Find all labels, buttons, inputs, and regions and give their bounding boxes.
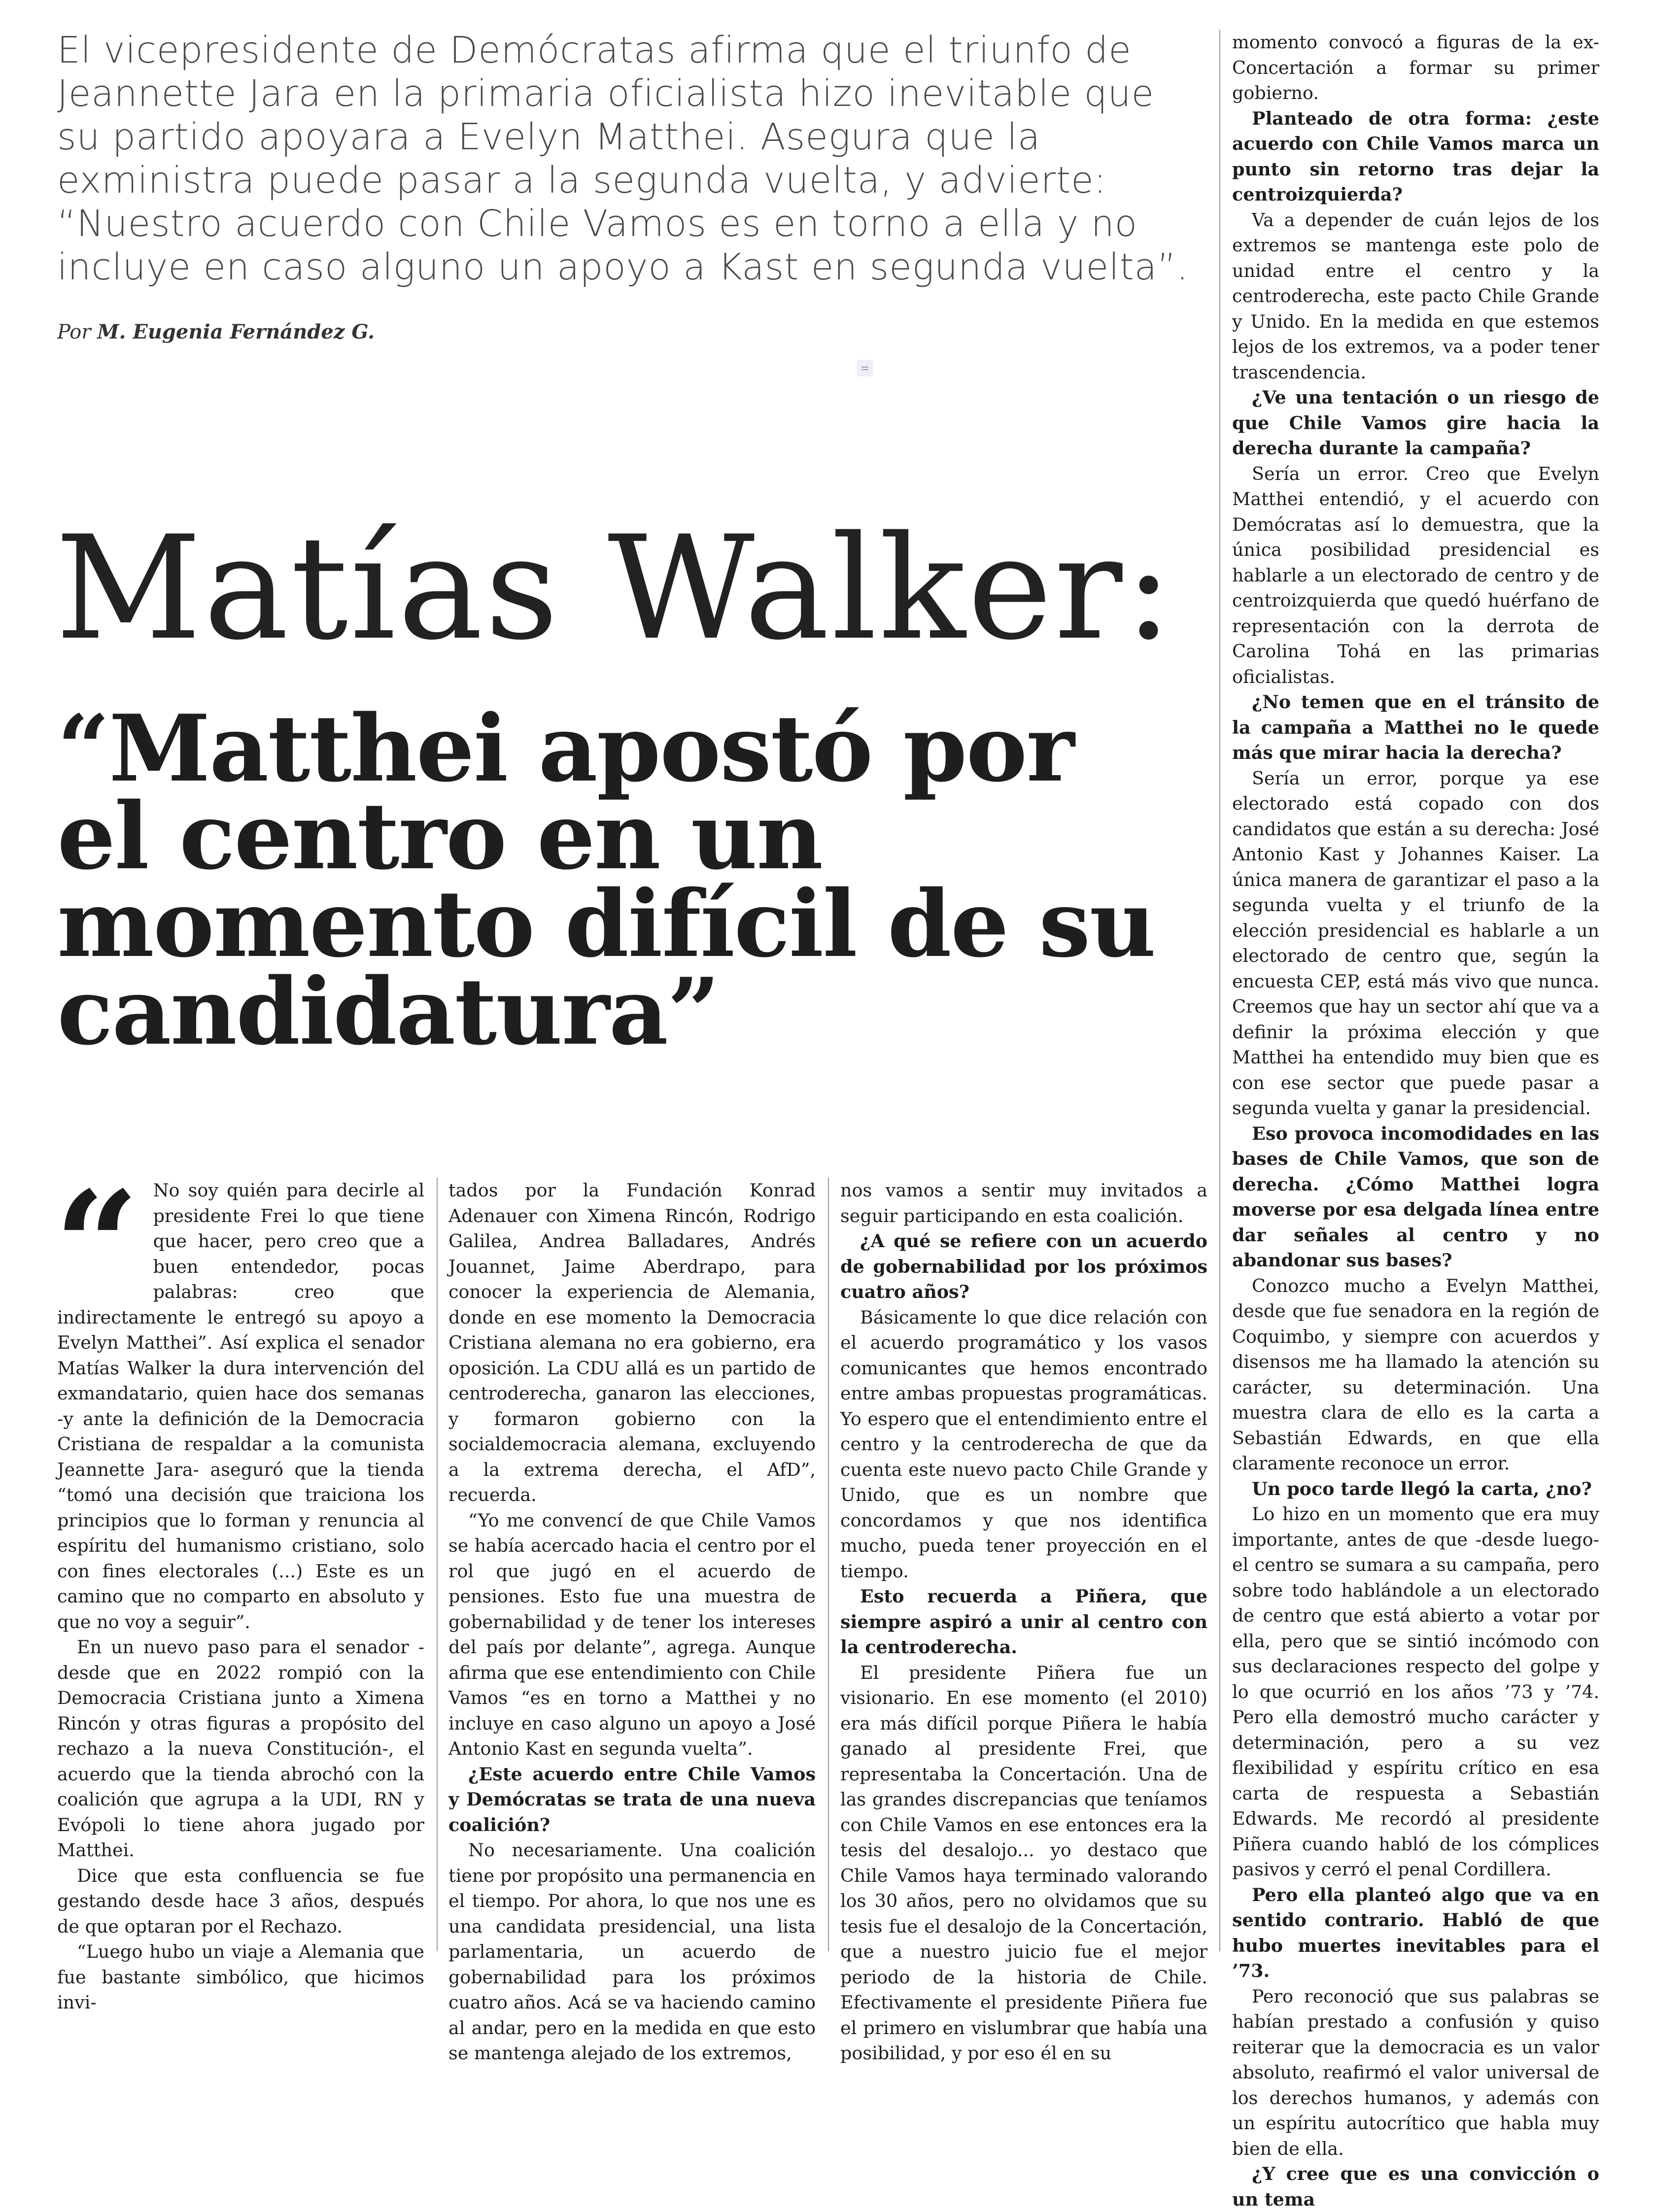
paragraph: Básicamente lo que dice relación con el acuerdo programático y los vasos comunicantes que hemos encontrado entre ambas propuestas programáticas. Yo espero que el entendimiento entre el centro y la centroderecha de que da cuenta este nuevo pacto Chile Grande y Unido, que es un nombre que concordamos y que nos identifica mucho, pueda tener proyección en el tiempo. xyxy=(840,1306,1207,1582)
byline-author: M. Eugenia Fernández G. xyxy=(97,320,375,343)
paragraph: No necesariamente. Una coalición tiene por propósito una permanencia en el tiempo. Por ahora, lo que nos une es una candidata presidencial, una lista parlamentaria, un acuerdo de gobernabilidad para los próximos cuatro años. Acá se va haciendo camino al andar, pero en la medida en que esto se mantenga alejado de los extremos, xyxy=(448,1839,816,2064)
paragraph: “Luego hubo un viaje a Alemania que fue bastante simbólico, que hicimos invi- xyxy=(57,1941,424,2013)
article-column-2 xyxy=(448,1178,816,2064)
paragraph: Sería un error, porque ya ese electorado está copado con dos candidatos que están a su derecha: José Antonio Kast y Johannes Kaiser. La única manera de garantizar el paso a la segunda vuelta y el triunfo de la elección presidencial es hablarle a un electorado de centro que, según la encuesta CEP, está más vivo que nunca. Creemos que hay un sector ahí que va a definir la próxima elección y que Matthei ha entendido muy bien que es con ese sector que puede pasar a segunda vuelta y ganar la presidencial. xyxy=(1232,767,1599,1119)
interview-question: ¿Ve una tentación o un riesgo de que Chile Vamos gire hacia la derecha durante la campaña? xyxy=(1232,387,1599,459)
paragraph: “Yo me convencí de que Chile Vamos se había acercado hacia el centro por el rol que jugó en el acuerdo de pensiones. Esto fue una muestra de gobernabilidad y de tener los intereses del país por delante”, agrega. Aunque afirma que ese entendimiento con Chile Vamos “es en torno a Matthei y no incluye en caso alguno un apoyo a José Antonio Kast en segunda vuelta”. xyxy=(448,1509,816,1759)
paragraph: Pero reconoció que sus palabras se habían prestado a confusión y quiso reiterar que la democracia es un valor absoluto, reafirmó el valor universal de los derechos humanos, y además con un espíritu autocrítico que habla muy bien de ella. xyxy=(1232,1985,1599,2159)
headline-quote: “Matthei apostó por el centro en un momento difícil de su candidatura” xyxy=(57,694,1155,1065)
paragraph: Lo hizo en un momento que era muy importante, antes de que -desde luego- el centro se sumara a su campaña, pero sobre todo hablándole a un electorado de centro que está abierto a votar por ella, pero que se sintió incómodo con sus declaraciones respecto del golpe y lo que ocurrió en los años ’73 y ’74. Pero ella demostró mucho carácter y determinación, pero a su vez flexibilidad y espíritu crítico en esa carta de respuesta a Sebastián Edwards. Me recordó al presidente Piñera cuando habló de los cómplices pasivos y cerró el penal Cordillera. xyxy=(1232,1503,1599,1880)
paragraph: Sería un error. Creo que Evelyn Matthei entendió, y el acuerdo con Demócratas así lo demuestra, que la única posibilidad presidencial es hablarle a un electorado de centro y de centroizquierda que quedó huérfano de representación con la derrota de Carolina Tohá en las primarias oficialistas. xyxy=(1232,463,1599,687)
paragraph: Dice que esta confluencia se fue gestando desde hace 3 años, después de que optaran por el Rechazo. xyxy=(57,1865,424,1937)
interview-question: Planteado de otra forma: ¿este acuerdo con Chile Vamos marca un punto sin retorno tras dejar la centroizquierda? xyxy=(1232,107,1599,205)
interview-question: Esto recuerda a Piñera, que siempre aspiró a unir al centro con la centroderecha. xyxy=(840,1586,1207,1658)
note-icon[interactable] xyxy=(857,360,873,376)
article-column-4 xyxy=(1232,30,1599,2210)
paragraph: No soy quién para decirle al presidente Frei lo que tiene que hacer, pero creo que a buen entendedor, pocas palabras: creo que indirectamente le entregó su apoyo a Evelyn Matthei”. Así explica el senador Matías Walker la dura intervención del exmandatario, quien hace dos semanas -y ante la definición de la Democracia Cristiana de respaldar a la comunista Jeannette Jara- aseguró que la tienda “tomó una decisión que traiciona los principios que lo forman y renuncia al espíritu del humanismo cristiano, solo con fines electorales (...) Este es un camino que no comparto en absoluto y que no voy a seguir”. xyxy=(57,1180,424,1633)
interview-question: ¿No temen que en el tránsito de la campaña a Matthei no le quede más que mirar hacia la derecha? xyxy=(1232,691,1599,763)
column-divider xyxy=(437,1178,438,1951)
paragraph: Va a depender de cuán lejos de los extremos se mantenga este polo de unidad entre el centro y la centroderecha, este pacto Chile Grande y Unido. En la medida en que estemos lejos de los extremos, va a poder tener trascendencia. xyxy=(1232,209,1599,383)
paragraph: Conozco mucho a Evelyn Matthei, desde que fue senadora en la región de Coquimbo, y siempre con acuerdos y disensos me ha llamado la atención su carácter, su determinación. Una muestra clara de ello es la carta a Sebastián Edwards, en que ella claramente reconoce un error. xyxy=(1232,1275,1599,1474)
paragraph: nos vamos a sentir muy invitados a seguir participando en esta coalición. xyxy=(840,1180,1207,1226)
paragraph: momento convocó a figuras de la ex-Concertación a formar su primer gobierno. xyxy=(1232,32,1599,103)
drop-quote-mark: “ xyxy=(54,1158,139,1332)
paragraph: tados por la Fundación Konrad Adenauer con Ximena Rincón, Rodrigo Galilea, Andrea Balladares, Andrés Jouannet, Jaime Aberdrapo, para conocer la experiencia de Alemania, donde en ese momento la Democracia Cristiana alemana no era gobierno, era oposición. La CDU allá es un partido de centroderecha, ganaron las elecciones, y formaron gobierno con la socialdemocracia alemana, excluyendo a la extrema derecha, el AfD”, recuerda. xyxy=(448,1180,816,1505)
headline-name: Matías Walker: xyxy=(55,506,1175,672)
column-divider xyxy=(1219,30,1220,1951)
interview-question: Eso provoca incomodidades en las bases de Chile Vamos, que son de derecha. ¿Cómo Matthei logra moverse por esa delgada línea entre dar señales al centro y no abandonar sus bases? xyxy=(1232,1123,1599,1271)
interview-question: Pero ella planteó algo que va en sentido contrario. Habló de que hubo muertes inevitables para el ’73. xyxy=(1232,1884,1599,1981)
interview-question: ¿A qué se refiere con un acuerdo de gobernabilidad por los próximos cuatro años? xyxy=(840,1230,1207,1302)
paragraph: En un nuevo paso para el senador -desde que en 2022 rompió con la Democracia Cristiana junto a Ximena Rincón y otras figuras a propósito del rechazo a la nueva Constitución-, el acuerdo que la tienda abrochó con la coalición que agrupa a la UDI, RN y Evópoli lo tiene ahora jugado por Matthei. xyxy=(57,1636,424,1861)
paragraph: El presidente Piñera fue un visionario. En ese momento (el 2010) era más difícil porque Piñera le había ganado al presidente Frei, que representaba la Concertación. Una de las grandes discrepancias que teníamos con Chile Vamos en ese entonces era la tesis del desalojo... yo destaco que Chile Vamos haya terminado valorando los 30 años, pero no olvidamos que su tesis fue el desalojo de la Concertación, que a nuestro juicio fue el mejor periodo de la historia de Chile. Efectivamente el presidente Piñera fue el primero en vislumbrar que había una posibilidad, y por eso él en su xyxy=(840,1662,1207,2064)
article-column-3 xyxy=(840,1178,1207,2064)
interview-question: Un poco tarde llegó la carta, ¿no? xyxy=(1252,1478,1592,1499)
byline-prefix: Por xyxy=(57,321,91,343)
column-divider xyxy=(828,1178,829,1951)
byline xyxy=(57,320,375,343)
article-column-1 xyxy=(54,1158,424,2013)
interview-question: ¿Este acuerdo entre Chile Vamos y Demócratas se trata de una nueva coalición? xyxy=(448,1763,816,1836)
article-deck: El vicepresidente de Demócratas afirma que el triunfo de Jeannette Jara en la primaria oficialista hizo inevitable que su partido apoyara a Evelyn Matthei. Asegura que la exministra puede pasar a la segunda vuelta, y advierte: “Nuestro acuerdo con Chile Vamos es en torno a ella y no incluye en caso alguno un apoyo a Kast en segunda vuelta”. xyxy=(57,29,1189,288)
interview-question: ¿Y cree que es una convicción o un tema xyxy=(1232,2163,1599,2210)
